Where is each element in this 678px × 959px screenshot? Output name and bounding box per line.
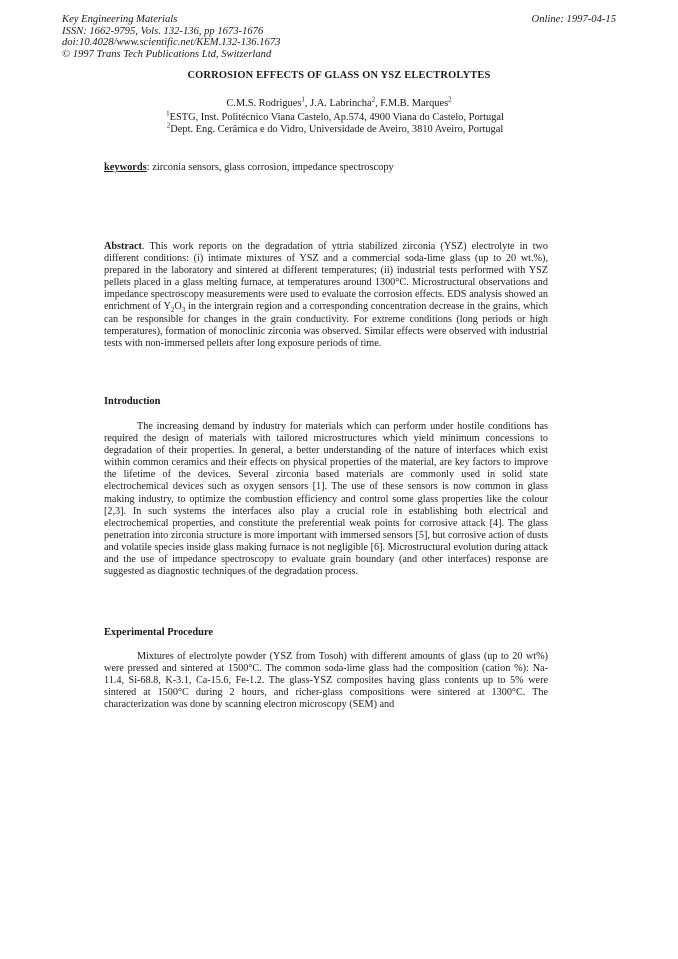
- keywords-label: keywords: [104, 162, 147, 173]
- abstract-text-1: . This work reports on the degradation of yttria stabilized zirconia (YSZ) electrolyte in two different conditions: (i) intimate mixtures of YSZ and a commercial soda-lime glass (up to 20 wt.%), prepared in the laboratory and sintered at different temperatures; (ii) industrial tests performed with YSZ pellets placed in a glass melting furnace, at temperatures around 1300°C. Microstructural observations and impedance spectroscopy measurements were used to evaluate the corrosion effects. EDS analysis showed an enrichment of Y: [104, 241, 548, 313]
- abstract-paragraph: [104, 241, 548, 350]
- introduction-heading: Introduction: [104, 396, 161, 407]
- online-date: Online: 1997-04-15: [531, 14, 616, 25]
- keywords-text: : zirconia sensors, glass corrosion, impedance spectroscopy: [146, 162, 394, 173]
- author-2: J.A. Labrincha: [310, 98, 372, 109]
- abstract-sub-2: 3: [181, 306, 186, 315]
- introduction-paragraph: The increasing demand by industry for materials which can perform under hostile conditions has required the design of materials with tailored microstructures which yield minimum concessions to degradation of their properties. In general, a better understanding of the nature of interfaces which exist within common ceramics and their effects on physical properties of the material, are key factors to improve the lifetime of the devices. Several zirconia based materials are commonly used in solid state electrochemical devices such as oxygen sensors [1]. The use of these sensors is now common in glass making industry, to optimize the combustion efficiency and control some glass properties like the colour [2,3]. In such systems the interfaces also play a crucial role in establishing both electrical and electrochemical properties, and constitute the preferential weak points for corrosive attack [4]. The glass penetration into zirconia structure is more important with immersed sensors [5], but corrosive action of dusts and volatile species inside glass making furnace is not negligible [6]. Microstructural evolution during attack and the use of impedance spectroscopy to evaluate grain boundary (and other interfaces) response are suggested as diagnostic techniques of the degradation process.: [104, 421, 548, 578]
- abstract-label: Abstract: [104, 241, 142, 252]
- affil-1-text: ESTG, Inst. Politécnico Viana Castelo, Ap.574, 4900 Viana do Castelo, Portugal: [169, 112, 504, 123]
- copyright-line: © 1997 Trans Tech Publications Ltd, Switzerland: [62, 48, 272, 60]
- journal-name: Key Engineering Materials: [62, 14, 178, 25]
- paper-title: CORROSION EFFECTS OF GLASS ON YSZ ELECTROLYTES: [187, 70, 491, 81]
- author-3: F.M.B. Marques: [380, 98, 449, 109]
- abstract-text-2: O: [174, 301, 182, 313]
- affil-2-mark: 2: [166, 121, 171, 130]
- journal-header: [62, 14, 280, 60]
- affiliation-2: [0, 123, 674, 137]
- experimental-heading: Experimental Procedure: [104, 627, 213, 638]
- keywords-line: [104, 162, 394, 173]
- author-3-affil-mark: 2: [448, 95, 452, 104]
- author-2-affil-mark: 2: [371, 95, 376, 104]
- abstract-sub-1: 2: [170, 306, 175, 315]
- affil-1-mark: 1: [166, 109, 170, 118]
- author-1-affil-mark: 1: [301, 95, 305, 104]
- author-list: C.M.S. Rodrigues$^1$, J.A. Labrincha$^2$, F.M.B. Marques$^2$: [226, 95, 452, 109]
- issn-line: ISSN: 1662-9795, Vols. 132-136, pp 1673-1676: [62, 25, 264, 37]
- doi-line: doi:10.4028/www.scientific.net/KEM.132-136.1673: [62, 37, 281, 49]
- affil-2-text: Dept. Eng. Cerâmica e do Vidro, Universidade de Aveiro, 3810 Aveiro, Portugal: [170, 124, 504, 135]
- experimental-paragraph: Mixtures of electrolyte powder (YSZ from Tosoh) with different amounts of glass (up to 20 wt%) were pressed and sintered at 1500°C. The common soda-lime glass had the composition (cation %): Na-11.4, Si-68.8, K-3.1, Ca-15.6, Fe-1.2. The glass-YSZ composites having glass contents up to 5% were sintered at 1500°C during 2 hours, and richer-glass compositions were sintered at 1300°C. The characterization was done by scanning electron microscopy (SEM) and: [104, 651, 548, 711]
- abstract-text-3: in the intergrain region and a corresponding concentration decrease in the grains, which can be responsible for changes in the grain conductivity. For extreme conditions (long periods or high temperatures), formation of monoclinic zirconia was observed. Similar effects were observed with industrial tests with non-immersed pellets after long exposure periods of time.: [104, 301, 548, 349]
- author-1: C.M.S. Rodrigues: [226, 98, 302, 109]
